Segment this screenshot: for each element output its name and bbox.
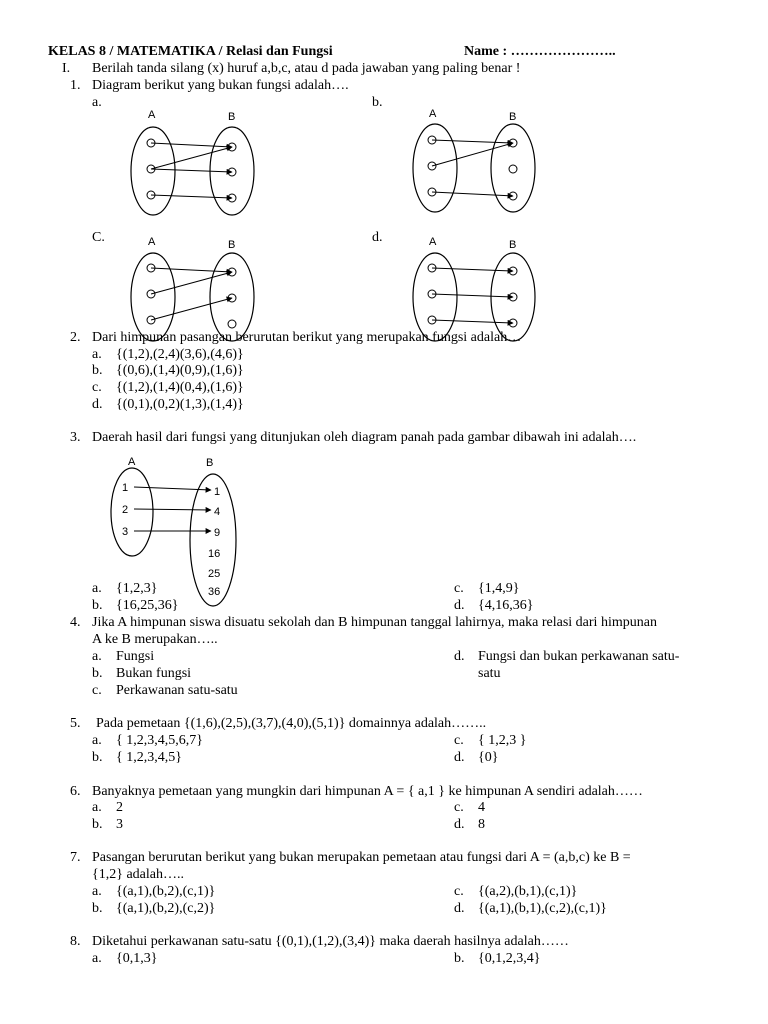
- q2-option-d-text: {(0,1),(0,2)(1,3),(1,4)}: [116, 397, 244, 412]
- q4-text-line1: Jika A himpunan siswa disuatu sekolah dan B himpunan tanggal lahirnya, maka relasi dari himpunan: [92, 615, 657, 630]
- q6-option-d-label: d.: [454, 817, 465, 832]
- q5-number: 5.: [70, 716, 81, 731]
- q8-option-a-label: a.: [92, 951, 102, 966]
- diagram-c-set-b-label: B: [228, 239, 236, 251]
- q6-option-a-label: a.: [92, 800, 102, 815]
- q6-option-a-text: 2: [116, 800, 123, 815]
- q2-option-d-label: d.: [92, 397, 103, 412]
- q1-option-c-label: C.: [92, 230, 105, 245]
- q3-b-value-9: 9: [214, 527, 221, 539]
- q5-option-d-label: d.: [454, 750, 465, 765]
- section-number: I.: [62, 61, 71, 76]
- q3-set-a-label: A: [128, 456, 136, 468]
- diagram-a-set-b-label: B: [228, 111, 236, 123]
- diagram-b-set-a-label: A: [429, 108, 437, 120]
- q5-option-b-text: { 1,2,3,4,5}: [116, 750, 182, 765]
- q1-number: 1.: [70, 78, 81, 93]
- q7-option-a-text: {(a,1),(b,2),(c,1)}: [116, 884, 216, 899]
- q3-a-value-1: 1: [122, 482, 129, 494]
- q4-option-a-text: Fungsi: [116, 649, 155, 664]
- q3-b-value-25: 25: [208, 568, 221, 580]
- q7-option-d-label: d.: [454, 901, 465, 916]
- q5-option-d-text: {0}: [478, 750, 499, 765]
- q6-option-c-label: c.: [454, 800, 464, 815]
- q3-b-value-1: 1: [214, 486, 221, 498]
- q3-option-d-text: {4,16,36}: [478, 598, 534, 613]
- q2-option-c-label: c.: [92, 380, 102, 395]
- q4-option-d-text-cont: satu: [478, 666, 501, 681]
- q4-option-a-label: a.: [92, 649, 102, 664]
- q8-option-b-text: {0,1,2,3,4}: [478, 951, 541, 966]
- q2-option-b-label: b.: [92, 363, 103, 378]
- q6-option-b-label: b.: [92, 817, 103, 832]
- q7-option-b-text: {(a,1),(b,2),(c,2)}: [116, 901, 216, 916]
- q1-option-b-label: b.: [372, 95, 383, 110]
- q3-option-a-text: {1,2,3}: [116, 581, 158, 596]
- q4-option-b-label: b.: [92, 666, 103, 681]
- q3-text: Daerah hasil dari fungsi yang ditunjukan oleh diagram panah pada gambar dibawah ini adalah….: [92, 430, 637, 445]
- q4-option-d-text: Fungsi dan bukan perkawanan satu-: [478, 649, 680, 664]
- q3-option-c-label: c.: [454, 581, 464, 596]
- diagram-c-set-a-label: A: [148, 236, 156, 248]
- q7-text-line2: {1,2} adalah…..: [92, 867, 184, 882]
- q6-option-c-text: 4: [478, 800, 485, 815]
- q7-option-c-label: c.: [454, 884, 464, 899]
- instruction: Berilah tanda silang (x) huruf a,b,c, atau d pada jawaban yang paling benar !: [92, 61, 521, 76]
- q1-option-d-label: d.: [372, 230, 383, 245]
- q3-number: 3.: [70, 430, 81, 445]
- q2-option-b-text: {(0,6),(1,4)(0,9),(1,6)}: [116, 363, 244, 378]
- q7-number: 7.: [70, 850, 81, 865]
- q5-text: Pada pemetaan {(1,6),(2,5),(3,7),(4,0),(5,1)} domainnya adalah……..: [96, 716, 487, 731]
- q7-option-a-label: a.: [92, 884, 102, 899]
- q6-option-b-text: 3: [116, 817, 123, 832]
- q3-b-value-36: 36: [208, 586, 221, 598]
- q4-option-c-label: c.: [92, 683, 102, 698]
- q3-b-value-16: 16: [208, 548, 221, 560]
- q2-option-c-text: {(1,2),(1,4)(0,4),(1,6)}: [116, 380, 244, 395]
- q3-option-b-text: {16,25,36}: [116, 598, 179, 613]
- q8-text: Diketahui perkawanan satu-satu {(0,1),(1,2),(3,4)} maka daerah hasilnya adalah……: [92, 934, 569, 949]
- q3-a-value-3: 3: [122, 526, 129, 538]
- q6-option-d-text: 8: [478, 817, 485, 832]
- q5-option-c-label: c.: [454, 733, 464, 748]
- q3-option-d-label: d.: [454, 598, 465, 613]
- q4-number: 4.: [70, 615, 81, 630]
- q7-option-c-text: {(a,2),(b,1),(c,1)}: [478, 884, 578, 899]
- q4-option-b-text: Bukan fungsi: [116, 666, 192, 681]
- q3-option-b-label: b.: [92, 598, 103, 613]
- worksheet-title: KELAS 8 / MATEMATIKA / Relasi dan Fungsi: [48, 44, 333, 59]
- q5-option-a-text: { 1,2,3,4,5,6,7}: [116, 733, 203, 748]
- diagram-d-set-a-label: A: [429, 236, 437, 248]
- q3-a-value-2: 2: [122, 504, 129, 516]
- q3-option-a-label: a.: [92, 581, 102, 596]
- q6-number: 6.: [70, 784, 81, 799]
- q2-number: 2.: [70, 330, 81, 345]
- diagram-d-set-b-label: B: [509, 239, 517, 251]
- q7-option-b-label: b.: [92, 901, 103, 916]
- q3-b-value-4: 4: [214, 506, 221, 518]
- q5-option-c-text: { 1,2,3 }: [478, 733, 527, 748]
- q8-number: 8.: [70, 934, 81, 949]
- q6-text: Banyaknya pemetaan yang mungkin dari himpunan A = { a,1 } ke himpunan A sendiri adalah……: [92, 784, 643, 799]
- q1-text: Diagram berikut yang bukan fungsi adalah….: [92, 78, 349, 93]
- q4-text-line2: A ke B merupakan…..: [92, 632, 218, 647]
- q2-option-a-text: {(1,2),(2,4)(3,6),(4,6)}: [116, 347, 244, 362]
- q7-text-line1: Pasangan berurutan berikut yang bukan merupakan pemetaan atau fungsi dari A = (a,b,c) ke B =: [92, 850, 631, 865]
- q4-option-c-text: Perkawanan satu-satu: [116, 683, 238, 698]
- diagram-b-set-b-label: B: [509, 111, 517, 123]
- name-field: Name : …………………..: [464, 44, 616, 59]
- q8-option-a-text: {0,1,3}: [116, 951, 158, 966]
- diagram-a-set-a-label: A: [148, 109, 156, 121]
- q2-option-a-label: a.: [92, 347, 102, 362]
- q5-option-a-label: a.: [92, 733, 102, 748]
- q5-option-b-label: b.: [92, 750, 103, 765]
- q7-option-d-text: {(a,1),(b,1),(c,2),(c,1)}: [478, 901, 607, 916]
- q3-set-b-label: B: [206, 457, 214, 469]
- q4-option-d-label: d.: [454, 649, 465, 664]
- q2-text: Dari himpunan pasangan berurutan berikut yang merupakan fungsi adalah…: [92, 330, 522, 345]
- q8-option-b-label: b.: [454, 951, 465, 966]
- q1-option-a-label: a.: [92, 95, 102, 110]
- q3-option-c-text: {1,4,9}: [478, 581, 520, 596]
